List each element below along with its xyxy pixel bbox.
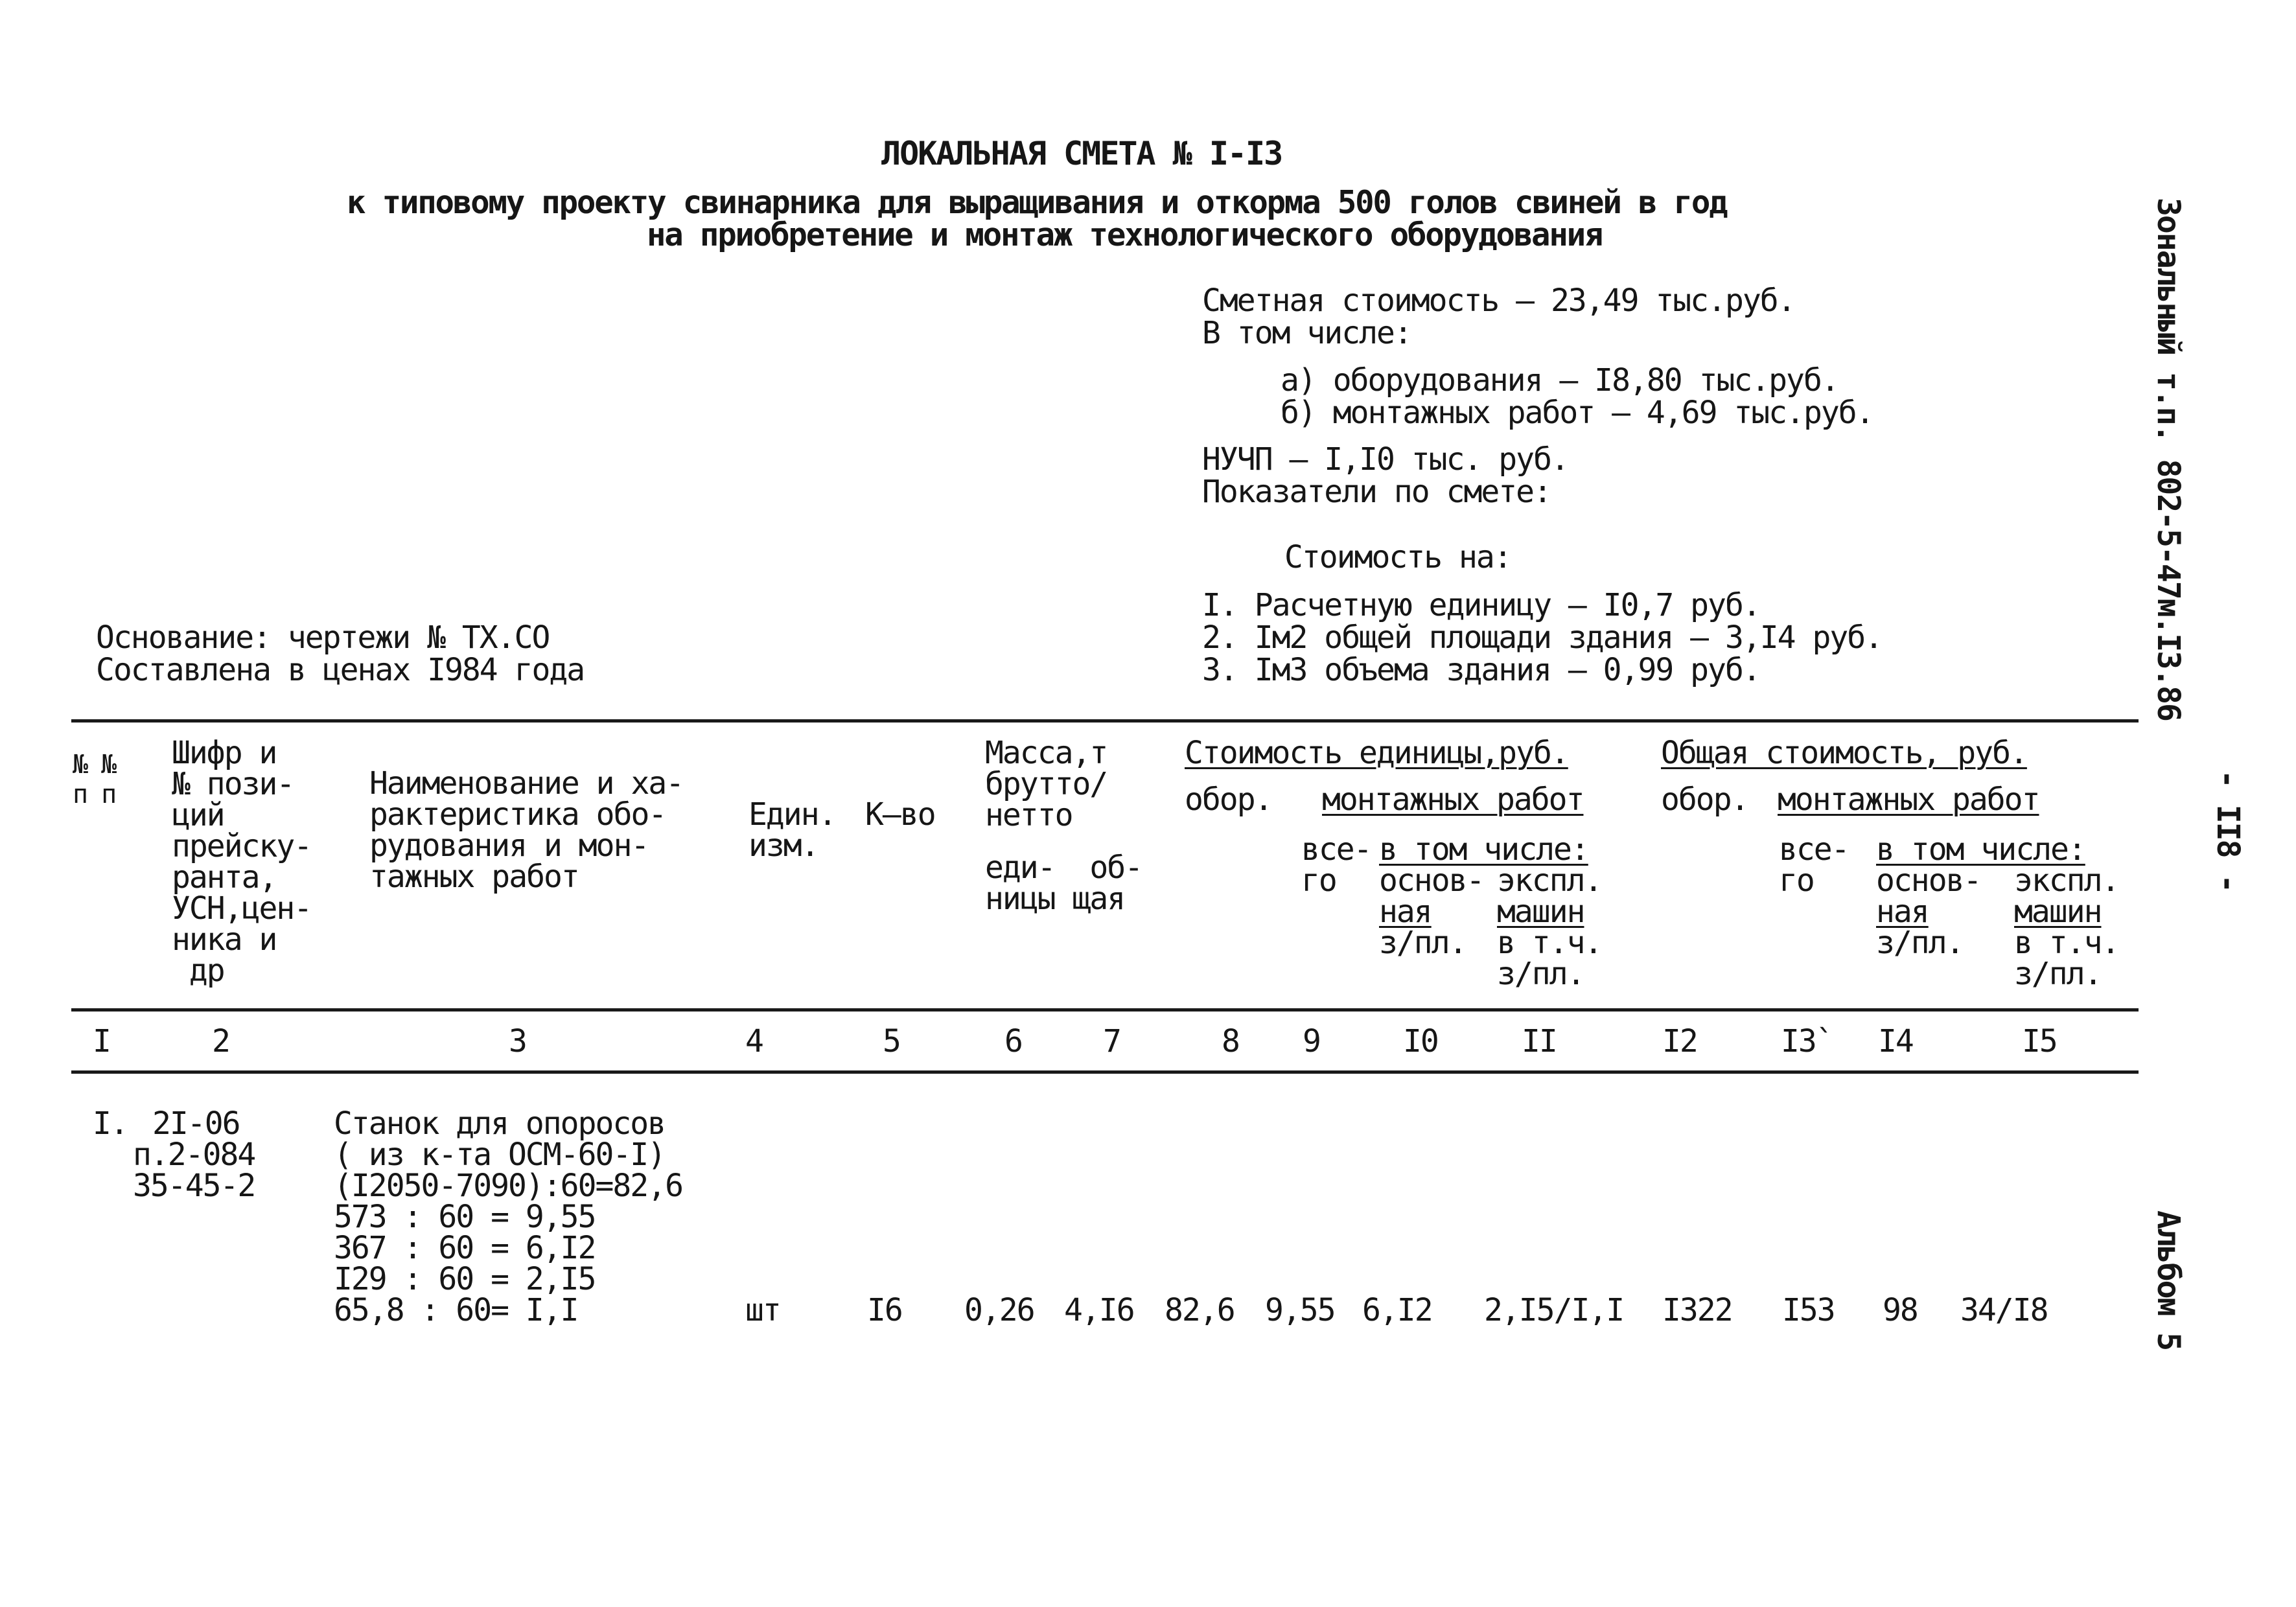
margin-page-number: - II8 - bbox=[2210, 770, 2246, 892]
header-col-1-line2: п п bbox=[73, 780, 116, 809]
header-unit-mach-line3: в т.ч. bbox=[1497, 925, 1602, 961]
estimate-installation-cost: б) монтажных работ – 4,69 тыс.руб. bbox=[1281, 395, 1873, 431]
header-col-2-line4: прейску- bbox=[172, 828, 312, 864]
column-number-4: 4 bbox=[745, 1023, 763, 1059]
header-mass-sub-line2: ницы щая bbox=[985, 881, 1125, 917]
column-number-9: 9 bbox=[1303, 1023, 1320, 1059]
header-total-including: в том числе: bbox=[1876, 831, 2085, 868]
header-col-1-line1: № № bbox=[73, 750, 116, 780]
header-unit-all-line1: все- bbox=[1301, 831, 1371, 868]
header-col-3-line1: Наименование и ха- bbox=[369, 765, 684, 802]
column-number-11: II bbox=[1522, 1023, 1557, 1059]
header-unit-installation: монтажных работ bbox=[1322, 781, 1584, 818]
row-unit-install-all: 9,55 bbox=[1265, 1292, 1335, 1328]
estimate-cost-on: Стоимость на: bbox=[1284, 539, 1511, 575]
column-number-10: I0 bbox=[1403, 1023, 1438, 1059]
document-subtitle-line2: на приобретение и монтаж технологического оборудования bbox=[647, 216, 1603, 253]
estimate-equipment-cost: а) оборудования – I8,80 тыс.руб. bbox=[1281, 362, 1838, 399]
row-code-line1: 2I-06 bbox=[152, 1105, 240, 1142]
header-total-installation: монтажных работ bbox=[1778, 781, 2039, 818]
header-mass-line3: нетто bbox=[985, 797, 1073, 833]
indicator-volume-cost: 3. Iм3 объема здания – 0,99 руб. bbox=[1202, 652, 1760, 688]
row-name-line4: 573 : 60 = 9,55 bbox=[334, 1199, 596, 1235]
column-number-5: 5 bbox=[883, 1023, 900, 1059]
row-mass-unit: 0,26 bbox=[964, 1292, 1034, 1328]
header-mass-sub-line1: еди- об- bbox=[985, 850, 1142, 886]
row-unit: шт bbox=[745, 1292, 780, 1328]
row-total-install-base: 98 bbox=[1883, 1292, 1918, 1328]
header-unit-mach-line2: машин bbox=[1497, 894, 1584, 930]
estimate-total: Сметная стоимость – 23,49 тыс.руб. bbox=[1202, 283, 1795, 319]
row-name-line6: I29 : 60 = 2,I5 bbox=[334, 1261, 596, 1297]
header-col-5: К–во bbox=[865, 796, 935, 833]
table-top-rule bbox=[71, 719, 2139, 723]
column-number-12: I2 bbox=[1662, 1023, 1697, 1059]
header-unit-mach-line4: з/пл. bbox=[1497, 956, 1584, 992]
header-col-2-line7: ника и bbox=[172, 921, 277, 958]
header-total-mach-line3: в т.ч. bbox=[2014, 925, 2119, 961]
header-col-2-line8: др bbox=[172, 953, 224, 989]
row-name-line5: 367 : 60 = 6,I2 bbox=[334, 1230, 596, 1266]
header-total-base-line3: з/пл. bbox=[1876, 925, 1964, 961]
header-col-2-line6: УСН,цен- bbox=[172, 890, 312, 927]
row-unit-install-mach: 2,I5/I,I bbox=[1484, 1292, 1624, 1328]
column-number-7: 7 bbox=[1103, 1023, 1120, 1059]
header-total-base-line1: основ- bbox=[1876, 862, 1981, 899]
header-unit-base-line3: з/пл. bbox=[1379, 925, 1467, 961]
header-total-equipment: обор. bbox=[1661, 781, 1748, 818]
indicator-unit-cost: I. Расчетную единицу – I0,7 руб. bbox=[1202, 587, 1760, 623]
header-col-3-line4: тажных работ bbox=[369, 859, 579, 895]
column-number-3: 3 bbox=[509, 1023, 526, 1059]
document-title: ЛОКАЛЬНАЯ СМЕТА № I-I3 bbox=[881, 135, 1282, 172]
row-unit-equipment: 82,6 bbox=[1165, 1292, 1235, 1328]
basis-drawings: Основание: чертежи № ТХ.СО bbox=[96, 619, 550, 656]
header-total-mach-line2: машин bbox=[2014, 894, 2102, 930]
header-unit-base-line1: основ- bbox=[1379, 862, 1484, 899]
estimate-indicators: Показатели по смете: bbox=[1202, 474, 1551, 510]
header-unit-cost-group: Стоимость единицы,руб. bbox=[1185, 735, 1568, 771]
column-number-13: I3` bbox=[1781, 1023, 1833, 1059]
header-mass-line1: Масса,т bbox=[985, 735, 1107, 771]
table-number-rule bbox=[71, 1070, 2139, 1074]
header-unit-including: в том числе: bbox=[1379, 831, 1588, 868]
row-number: I. bbox=[93, 1105, 128, 1142]
row-code-line2: п.2-084 bbox=[133, 1137, 255, 1173]
header-col-2-line1: Шифр и bbox=[172, 735, 277, 771]
table-header-rule bbox=[71, 1008, 2139, 1012]
row-total-install-mach: 34/I8 bbox=[1960, 1292, 2048, 1328]
row-name-line1: Станок для опоросов bbox=[334, 1105, 666, 1142]
header-col-3-line3: рудования и мон- bbox=[369, 827, 649, 864]
row-name-line3: (I2050-7090):60=82,6 bbox=[334, 1168, 682, 1204]
header-col-2-line2: № пози- bbox=[172, 766, 294, 802]
header-col-2-line5: ранта, bbox=[172, 859, 277, 896]
row-unit-install-base: 6,I2 bbox=[1362, 1292, 1432, 1328]
header-col-4-line2: изм. bbox=[748, 827, 818, 864]
column-number-6: 6 bbox=[1004, 1023, 1022, 1059]
row-mass-total: 4,I6 bbox=[1064, 1292, 1134, 1328]
header-unit-base-line2: ная bbox=[1379, 894, 1432, 930]
header-col-4-line1: Един. bbox=[748, 796, 836, 833]
column-number-8: 8 bbox=[1222, 1023, 1239, 1059]
column-number-14: I4 bbox=[1878, 1023, 1913, 1059]
document-subtitle-line1: к типовому проекту свинарника для выращивания и откорма 500 голов свиней в год bbox=[347, 184, 1727, 221]
column-number-2: 2 bbox=[212, 1023, 229, 1059]
column-number-15: I5 bbox=[2022, 1023, 2057, 1059]
row-code-line3: 35-45-2 bbox=[133, 1168, 255, 1204]
header-unit-mach-line1: экспл. bbox=[1497, 862, 1602, 899]
row-name-line2: ( из к-та ОСМ-60-I) bbox=[334, 1137, 666, 1173]
row-name-line7: 65,8 : 60= I,I bbox=[334, 1292, 578, 1328]
header-total-mach-line1: экспл. bbox=[2014, 862, 2119, 899]
header-unit-equipment: обор. bbox=[1185, 781, 1272, 818]
header-col-3-line2: рактеристика обо- bbox=[369, 796, 666, 833]
header-total-all-line1: все- bbox=[1779, 831, 1849, 868]
header-col-2-line3: ций bbox=[172, 797, 224, 833]
header-total-mach-line4: з/пл. bbox=[2014, 956, 2102, 992]
indicator-area-cost: 2. Iм2 общей площади здания – 3,I4 руб. bbox=[1202, 619, 1883, 656]
row-total-equipment: I322 bbox=[1662, 1292, 1732, 1328]
row-quantity: I6 bbox=[867, 1292, 902, 1328]
basis-prices: Составлена в ценах I984 года bbox=[96, 652, 585, 688]
column-number-1: I bbox=[93, 1023, 110, 1059]
header-unit-all-line2: го bbox=[1301, 862, 1336, 899]
header-total-base-line2: ная bbox=[1876, 894, 1929, 930]
margin-album: Альбом 5 bbox=[2150, 1210, 2186, 1350]
estimate-nuchp: НУЧП – I,I0 тыс. руб. bbox=[1202, 441, 1568, 478]
header-total-all-line2: го bbox=[1779, 862, 1814, 899]
header-mass-line2: брутто/ bbox=[985, 766, 1107, 802]
margin-project-code: Зональный т.п. 802-5-47м.I3.86 bbox=[2150, 198, 2186, 721]
estimate-including: В том числе: bbox=[1202, 315, 1411, 351]
header-total-cost-group: Общая стоимость, руб. bbox=[1661, 735, 2027, 771]
row-total-install-all: I53 bbox=[1782, 1292, 1835, 1328]
